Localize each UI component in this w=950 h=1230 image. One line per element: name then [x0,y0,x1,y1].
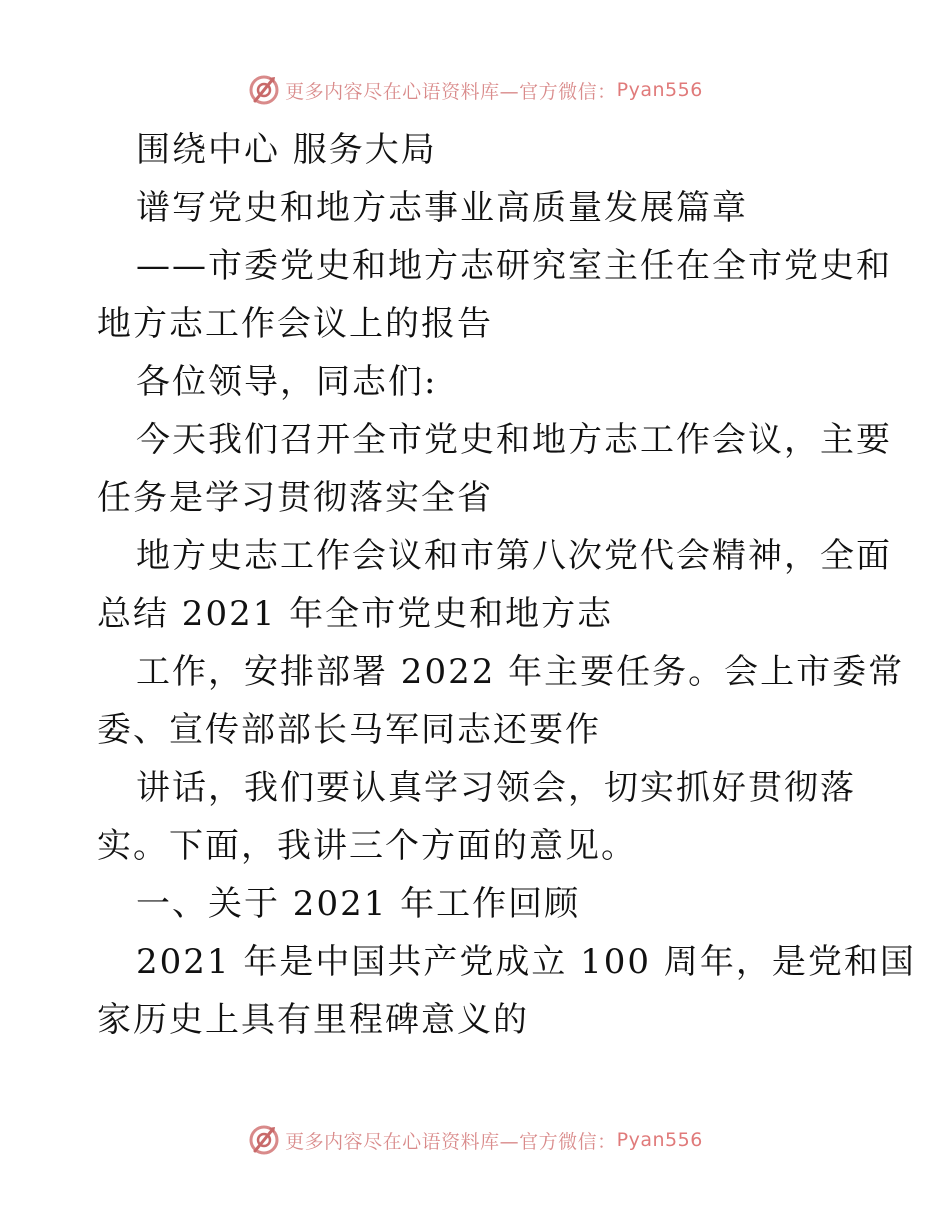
document-line: 一、关于 2021 年工作回顾 [136,884,581,924]
banner-wechat-id: Pyan556 [616,1129,703,1151]
document-line: 任务是学习贯彻落实全省 [97,478,493,518]
document-line: 委、宣传部部长马军同志还要作 [97,710,601,750]
document-line: 2021 年是中国共产党成立 100 周年，是党和国 [136,942,916,982]
brand-logo-icon [247,73,281,107]
document-line: ——市委党史和地方志研究室主任在全市党史和 [136,246,892,286]
document-line: 围绕中心 服务大局 [136,130,437,170]
document-line: 今天我们召开全市党史和地方志工作会议，主要 [136,420,892,460]
document-line: 讲话，我们要认真学习领会，切实抓好贯彻落 [136,768,856,808]
document-line: 谱写党史和地方志事业高质量发展篇章 [136,188,748,228]
document-line: 家历史上具有里程碑意义的 [97,1000,529,1040]
document-line: 地方志工作会议上的报告 [97,304,493,344]
document-body [97,121,916,1049]
banner-text: 更多内容尽在心语资料库—官方微信： [285,1130,617,1153]
banner-wechat-id: Pyan556 [616,79,703,101]
header-watermark-banner [0,70,950,110]
document-line: 实。下面，我讲三个方面的意见。 [97,826,637,866]
brand-logo-icon [247,1123,281,1157]
document-line: 各位领导，同志们: [136,362,438,402]
document-line: 工作，安排部署 2022 年主要任务。会上市委常 [136,652,905,692]
banner-text: 更多内容尽在心语资料库—官方微信： [285,80,617,103]
document-line: 总结 2021 年全市党史和地方志 [97,594,614,634]
footer-watermark-banner [0,1120,950,1160]
document-line: 地方史志工作会议和市第八次党代会精神，全面 [136,536,892,576]
